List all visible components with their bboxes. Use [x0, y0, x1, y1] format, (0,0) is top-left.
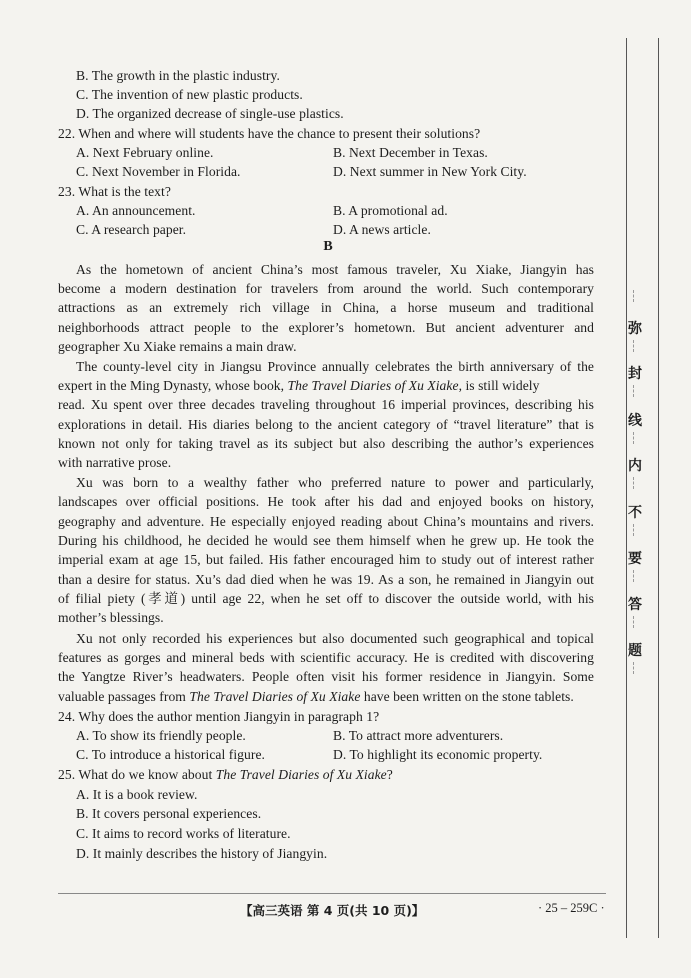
passage-line: with narrative prose. — [58, 455, 172, 470]
margin-dash — [633, 524, 635, 536]
passage-line: neighborhoods attract people to the explorer’s hometown. But ancient adventurer and — [58, 320, 594, 335]
q24-option-b: B. To attract more adventurers. — [333, 728, 504, 743]
q24-option-c: C. To introduce a historical figure. — [76, 747, 265, 762]
passage-line: mother’s blessings. — [58, 610, 164, 625]
section-label: B — [323, 239, 333, 254]
passage-line: become a modern destination for travelers from around the world. Such contemporary — [58, 281, 594, 296]
margin-dash — [633, 290, 635, 302]
book-title: The Travel Diaries of Xu Xiake — [287, 378, 459, 393]
q25-option-d: D. It mainly describes the history of Jiangyin. — [76, 846, 328, 861]
passage-line: read. Xu spent over three decades traveling throughout 16 imperial provinces, describing his — [58, 397, 594, 412]
q24-option-d: D. To highlight its economic property. — [333, 747, 543, 762]
passage-line: known not only for taking travel as its subject but also describing the author’s experiences — [58, 436, 594, 451]
passage-line: Xu was born to a wealthy father who preferred nature to power and particularly, — [76, 475, 594, 490]
passage-text: , is still widely — [458, 378, 540, 393]
q22-option-c: C. Next November in Florida. — [76, 164, 241, 179]
q21-option-d: D. The organized decrease of single-use plastics. — [76, 106, 344, 121]
margin-char: 不 — [628, 505, 642, 521]
passage-line: the Yangtze River’s headwaters. People often visit his former residence in Jiangyin. Some — [58, 669, 594, 684]
passage-line: During his childhood, he decided he would see them himself when he grew up. He took the — [58, 533, 594, 548]
passage-text: valuable passages from — [58, 689, 190, 704]
passage-line: explorations in detail. His diaries belong to the ancient category of “travel literature” that is — [58, 417, 594, 432]
q22-option-d: D. Next summer in New York City. — [333, 164, 527, 179]
q24-option-a: A. To show its friendly people. — [76, 728, 246, 743]
footer-exam-code: · 25 – 259C · — [538, 901, 605, 915]
q25-option-c: C. It aims to record works of literature. — [76, 826, 291, 841]
passage-text: have been written on the stone tablets. — [360, 689, 574, 704]
q23-option-c: C. A research paper. — [76, 222, 187, 237]
q22-option-a: A. Next February online. — [76, 145, 214, 160]
passage-text: expert in the Ming Dynasty, whose book, — [58, 378, 288, 393]
margin-char: 要 — [628, 551, 642, 567]
q23-option-d: D. A news article. — [333, 222, 431, 237]
q21-option-b: B. The growth in the plastic industry. — [76, 68, 280, 83]
margin-dash — [633, 477, 635, 489]
margin-dash — [633, 432, 635, 444]
margin-char: 弥 — [628, 321, 642, 337]
q25-stem — [58, 765, 393, 784]
q23-option-b: B. A promotional ad. — [333, 203, 448, 218]
q21-option-c: C. The invention of new plastic products. — [76, 87, 303, 102]
margin-char: 封 — [628, 366, 642, 382]
margin-char: 线 — [628, 413, 642, 429]
passage-line: geographer Xu Xiake remains a main draw. — [58, 339, 297, 354]
q23-stem: 23. What is the text? — [58, 184, 171, 199]
q22-stem: 22. When and where will students have the chance to present their solutions? — [58, 126, 481, 141]
margin-dash — [633, 340, 635, 352]
book-title: The Travel Diaries of Xu Xiake — [189, 689, 361, 704]
passage-line-with-title — [58, 376, 594, 395]
margin-dash — [633, 662, 635, 674]
passage-line: features as gorges and mineral beds with scientific accuracy. He is credited with discovering — [58, 650, 594, 665]
margin-char: 答 — [628, 597, 642, 613]
q25-stem-suffix: ? — [386, 767, 393, 782]
footer-page-info: 【高三英语 第 4 页(共 10 页)】 — [240, 903, 425, 918]
passage-line: The county-level city in Jiangsu Province annually celebrates the birth anniversary of the — [76, 359, 594, 374]
margin-char: 内 — [628, 458, 642, 474]
q22-option-b: B. Next December in Texas. — [333, 145, 488, 160]
margin-dash — [633, 570, 635, 582]
margin-line-right — [658, 38, 659, 938]
passage-line: As the hometown of ancient China’s most famous traveler, Xu Xiake, Jiangyin has — [76, 262, 594, 277]
passage-line: of filial piety (孝道) until age 22, when he set off to discover the outside world, with his — [58, 591, 594, 606]
margin-line-left — [626, 38, 627, 938]
margin-dash — [633, 385, 635, 397]
passage-line-with-title — [58, 687, 574, 706]
footer-rule — [58, 893, 606, 894]
passage-line: geography and adventure. He especially enjoyed reading about China’s mountains and rivers. — [58, 514, 594, 529]
passage-line: than a desire for status. Xu’s dad died when he was 19. As a son, he remained in Jiangyin out — [58, 572, 594, 587]
passage-line: Xu not only recorded his experiences but also documented such geographical and topical — [76, 631, 594, 646]
q24-stem: 24. Why does the author mention Jiangyin in paragraph 1? — [58, 709, 380, 724]
q25-stem-title: The Travel Diaries of Xu Xiake — [215, 767, 387, 782]
passage-line: landscapes over official positions. He took after his dad and enjoyed books on history, — [58, 494, 594, 509]
margin-dash — [633, 616, 635, 628]
passage-line: imperial exam at age 15, but failed. His father encouraged him to study out of interest rather — [58, 552, 594, 567]
passage-line: attractions as an extremely rich village in China, a horse museum and traditional — [58, 300, 594, 315]
q25-stem-prefix: 25. What do we know about — [58, 767, 216, 782]
q25-option-a: A. It is a book review. — [76, 787, 198, 802]
q25-option-b: B. It covers personal experiences. — [76, 806, 262, 821]
margin-char: 题 — [628, 643, 642, 659]
q23-option-a: A. An announcement. — [76, 203, 196, 218]
